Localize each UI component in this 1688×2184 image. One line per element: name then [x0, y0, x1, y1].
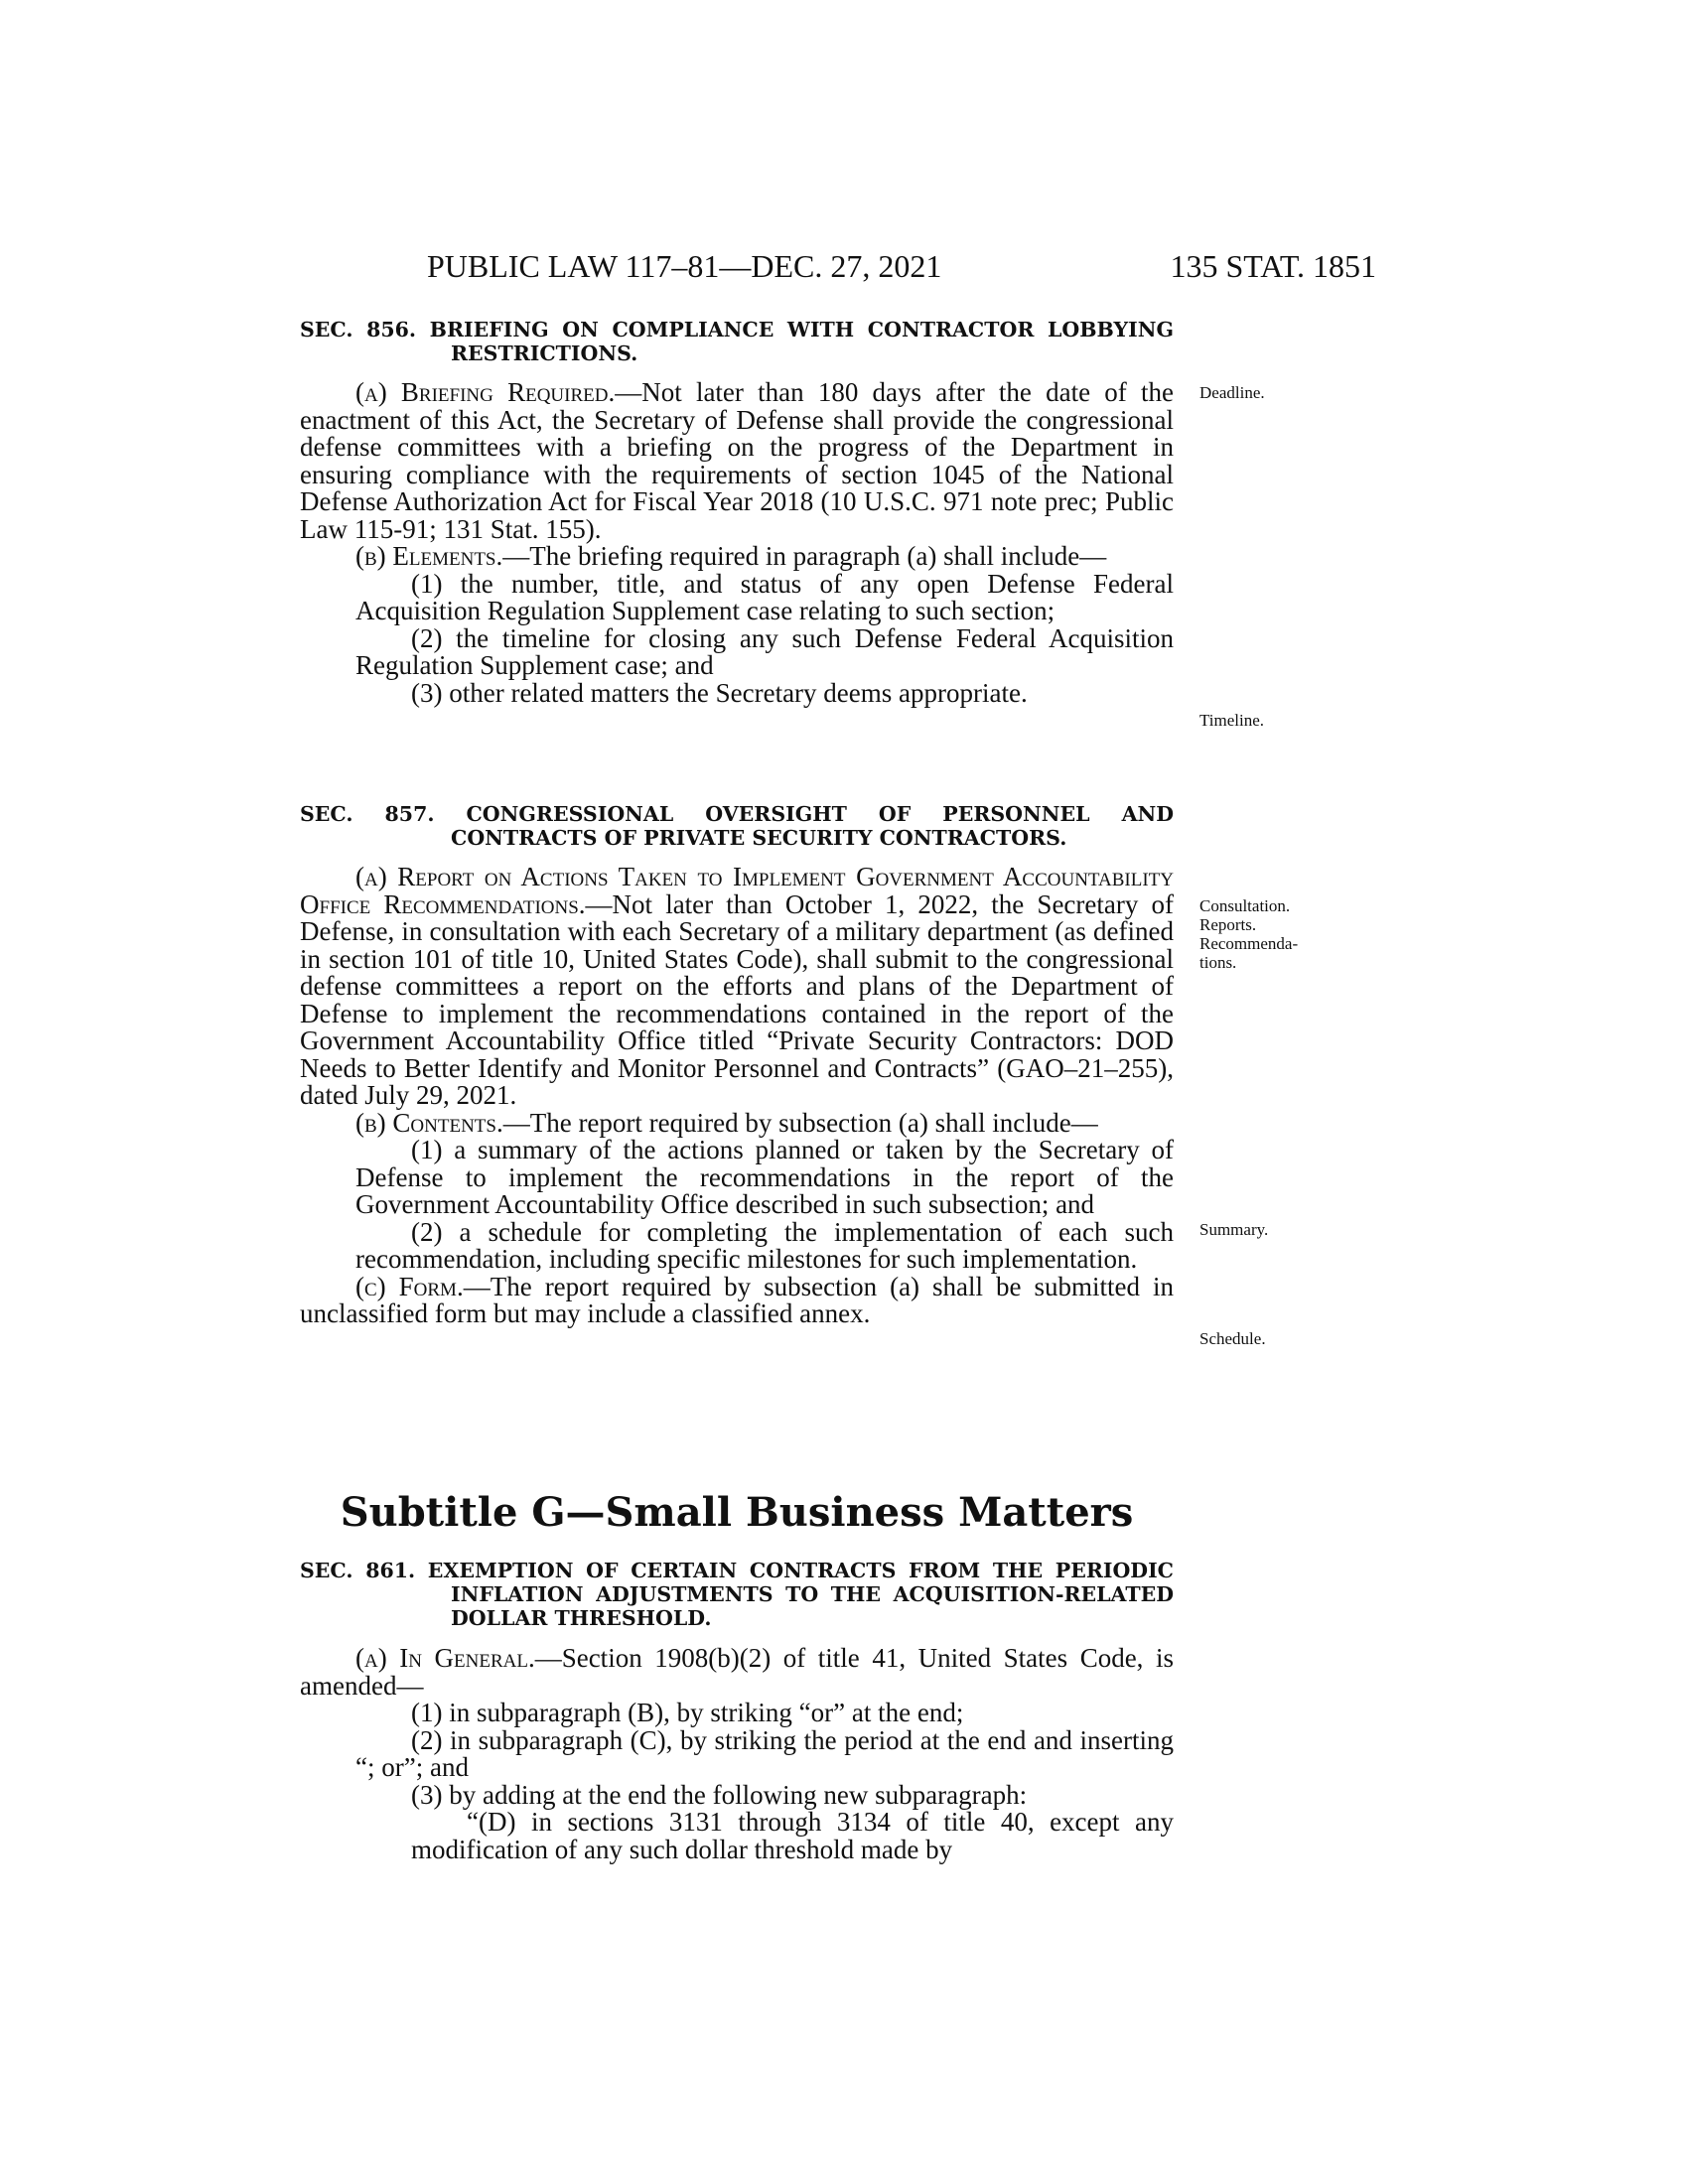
item-857-1: (1) a summary of the actions planned or taken by the Secretary of Defense to implement the recommendations in the report of the Government Accountability Office described in such subsection; and — [355, 1135, 1174, 1219]
margin-note-reports: Reports. — [1199, 915, 1257, 934]
item-861-1: (1) in subparagraph (B), by striking “or” at the end; — [411, 1698, 964, 1727]
paragraph-856-b: (b) Elements.—The briefing required in paragraph (a) shall include— — [355, 541, 1107, 571]
quoted-subparagraph-d: “(D) in sections 3131 through 3134 of title 40, except any modification of any such dollar threshold made by — [411, 1807, 1174, 1864]
section-heading-861: SEC. 861. EXEMPTION OF CERTAIN CONTRACTS FROM THE PERIODIC INFLATION ADJUSTMENTS TO THE ACQUISITION-RELATED DOLLAR THRESHOLD. — [300, 1559, 1174, 1630]
item-861-3: (3) by adding at the end the following new subparagraph: — [411, 1779, 1028, 1810]
margin-note-deadline: Deadline. — [1199, 383, 1265, 402]
section-heading-857: SEC. 857. CONGRESSIONAL OVERSIGHT OF PERSONNEL AND CONTRACTS OF PRIVATE SECURITY CONTRACTORS. — [300, 802, 1174, 850]
subtitle-heading: Subtitle G—Small Business Matters — [340, 1489, 1134, 1536]
section-857-body — [300, 864, 1174, 1328]
item-857-2: (2) a schedule for completing the implementation of each such recommendation, including specific milestones for such implementation. — [355, 1216, 1174, 1274]
header-stat-page: 135 STAT. 1851 — [1170, 248, 1376, 284]
item-856-3: (3) other related matters the Secretary deems appropriate. — [411, 677, 1028, 708]
item-856-2: (2) the timeline for closing any such Defense Federal Acquisition Regulation Supplement case; and — [355, 622, 1174, 680]
margin-note-timeline: Timeline. — [1199, 711, 1265, 730]
section-856-body — [300, 379, 1174, 707]
margin-note-schedule: Schedule. — [1199, 1329, 1266, 1348]
header-law-date: PUBLIC LAW 117–81—DEC. 27, 2021 — [427, 248, 942, 284]
margin-note-recommendations: Recommenda-tions. — [1199, 934, 1299, 972]
paragraph-856-a: (a) Briefing Required.—Not later than 180 days after the date of the enactment of this Act, the Secretary of Defense shall provide the congressional defense committees with a briefing on the progress of the Department in ensuring compliance with the requirements of section 1045 of the National Defense Authorization Act for Fiscal Year 2018 (10 U.S.C. 971 note prec; Public Law 115-91; 131 Stat. 155). — [300, 377, 1174, 544]
margin-note-summary: Summary. — [1199, 1220, 1269, 1239]
margin-note-consultation: Consultation. — [1199, 896, 1291, 915]
paragraph-857-c: (c) Form.—The report required by subsection (a) shall be submitted in unclassified form but may include a classified annex. — [300, 1271, 1175, 1328]
item-856-1: (1) the number, title, and status of any open Defense Federal Acquisition Regulation Supplement case relating to such section; — [355, 568, 1174, 625]
item-861-2: (2) in subparagraph (C), by striking the period at the end and inserting “; or”; and — [355, 1724, 1174, 1782]
paragraph-861-a: (a) In General.—Section 1908(b)(2) of title 41, United States Code, is amended— — [300, 1643, 1174, 1701]
running-header — [427, 248, 1376, 288]
section-861-body — [300, 1645, 1174, 1863]
paragraph-857-b: (b) Contents.—The report required by subsection (a) shall include— — [355, 1107, 1098, 1138]
section-heading-856: SEC. 856. BRIEFING ON COMPLIANCE WITH CONTRACTOR LOBBYING RESTRICTIONS. — [300, 318, 1174, 365]
paragraph-857-a: (a) Report on Actions Taken to Implement Government Accountability Office Recommendations.—Not later than October 1, 2022, the Secretary of Defense, in consultation with each Secretary of a military department (as defined in section 101 of title 10, United States Code), shall submit to the congressional defense committees a report on the efforts and plans of the Department of Defense to implement the recommendations contained in the report of the Government Accountability Office titled “Private Security Contractors: DOD Needs to Better Identify and Monitor Personnel and Contracts” (GAO–21–255), dated July 29, 2021. — [300, 862, 1174, 1110]
